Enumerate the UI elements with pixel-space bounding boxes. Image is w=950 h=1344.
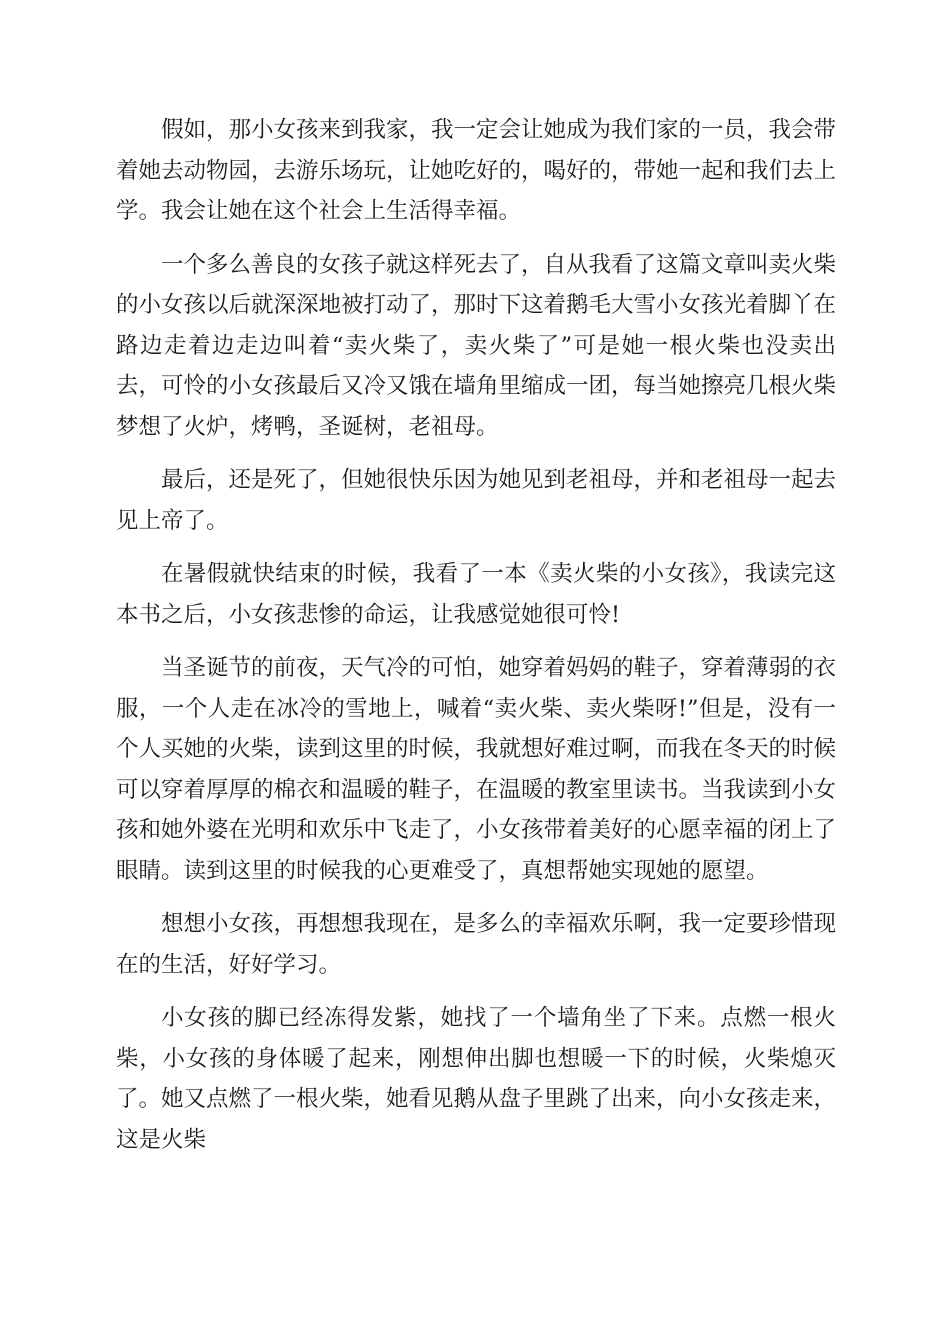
paragraph-3: 最后，还是死了，但她很快乐因为她见到老祖母，并和老祖母一起去见上帝了。 (116, 467, 837, 534)
paragraph-1: 假如，那小女孩来到我家，我一定会让她成为我们家的一员，我会带着她去动物园，去游乐场玩，让她吃好的，喝好的，带她一起和我们去上学。我会让她在这个社会上生活得幸福。 (116, 117, 837, 224)
paragraph-7: 小女孩的脚已经冻得发紫，她找了一个墙角坐了下来。点燃一根火柴，小女孩的身体暖了起来，刚想伸出脚也想暖一下的时候，火柴熄灭了。她又点燃了一根火柴，她看见鹅从盘子里跳了出来，向小女孩走来，这是火柴 (116, 1005, 837, 1153)
paragraph-2: 一个多么善良的女孩子就这样死去了，自从我看了这篇文章叫卖火柴的小女孩以后就深深地被打动了，那时下这着鹅毛大雪小女孩光着脚丫在路边走着边走边叫着“卖火柴了，卖火柴了”可是她一根火柴也没卖出去，可怜的小女孩最后又冷又饿在墙角里缩成一团，每当她擦亮几根火柴梦想了火炉，烤鸭，圣诞树，老祖母。 (116, 251, 837, 440)
paragraph-5: 当圣诞节的前夜，天气冷的可怕，她穿着妈妈的鞋子，穿着薄弱的衣服，一个人走在冰冷的雪地上，喊着“卖火柴、卖火柴呀!”但是，没有一个人买她的火柴，读到这里的时候，我就想好难过啊，而我在冬天的时候可以穿着厚厚的棉衣和温暖的鞋子，在温暖的教室里读书。当我读到小女孩和她外婆在光明和欢乐中飞走了，小女孩带着美好的心愿幸福的闭上了眼睛。读到这里的时候我的心更难受了，真想帮她实现她的愿望。 (116, 655, 837, 884)
paragraph-4: 在暑假就快结束的时候，我看了一本《卖火柴的小女孩》，我读完这本书之后，小女孩悲惨的命运，让我感觉她很可怜! (116, 561, 836, 628)
document-body (116, 110, 836, 1173)
paragraph-6: 想想小女孩，再想想我现在，是多么的幸福欢乐啊，我一定要珍惜现在的生活，好好学习。 (116, 911, 837, 978)
